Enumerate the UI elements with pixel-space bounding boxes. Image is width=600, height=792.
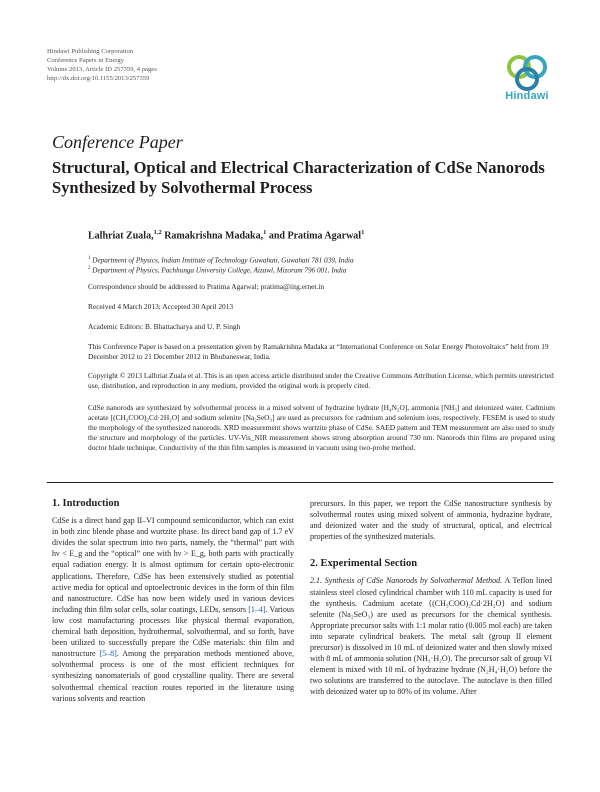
author-list	[88, 229, 364, 241]
paper-title: Structural, Optical and Electrical Characterization of CdSe Nanorods Synthesized by Solvothermal Process	[52, 158, 545, 197]
intro-text-part: CdSe is a direct band gap II–VI compound semiconductor, which can exist in both zinc blende phase and wurtzite phase. Its direct band gap of 1.7 eV divides the solar spectrum into two parts, namely, the “thermal” part with hν < E_g and the “optical” one with hν > E_g, both parts with practically equal radiation energy. It is almost optimum for certain opto-electronic applications. Therefore, CdSe has been extensively studied as potential active media for optical and optoelectronic devices in the form of thin film and nanostructure. CdSe has now been widely used in various devices including thin film solar cells, solar coatings, LEDs, sensors	[52, 516, 294, 614]
affiliation-number: 2	[88, 266, 91, 271]
publication-info	[47, 47, 157, 83]
author-name: and Pratima Agarwal	[266, 230, 362, 242]
left-column	[52, 498, 294, 704]
section-heading-experimental: 2. Experimental Section	[310, 558, 418, 570]
publisher-name: Hindawi Publishing Corporation	[47, 48, 134, 55]
author-affiliation-mark: 1	[361, 229, 365, 236]
author-name: Ramakrishna Madaka,	[161, 230, 264, 242]
affiliation-text: Department of Physics, Pachhunga University College, Aizawl, Mizoram 796 001, India	[92, 266, 347, 275]
affiliation-text: Department of Physics, Indian Institute of Technology Guwahati, Guwahati 781 039, India	[92, 256, 354, 265]
citation-link[interactable]: [5–8]	[99, 649, 117, 659]
citation-link[interactable]: [1–4]	[248, 604, 266, 614]
subsection-heading: 2.1. Synthesis of CdSe Nanorods by Solvothermal Method.	[310, 576, 503, 586]
intro-text-part: . Among the preparation methods mentioned above, solvothermal process is one of the most efficient techniques for synthesizing nanomaterials of good crystalline quality. There are several solvothermal chemical reaction routes reported in the literature using various solvents and reaction	[52, 649, 294, 703]
received-dates: Received 4 March 2013; Accepted 30 April 2013	[88, 302, 234, 311]
affiliation-number: 1	[88, 256, 91, 261]
presentation-note: This Conference Paper is based on a presentation given by Ramakrishna Madaka at “International Conference on Solar Energy Photovoltaics” held from 19 December 2012 to 21 December 2012 in Bhubaneswar, India.	[88, 342, 549, 361]
correspondence: Correspondence should be addressed to Pratima Agarwal; pratima@iitg.ernet.in	[88, 282, 325, 291]
hindawi-logo-text: Hindawi	[505, 90, 549, 102]
right-column	[310, 498, 552, 698]
experimental-text: A Teflon lined stainless steel closed cylindrical chamber with 110 mL capacity is used for the synthesis. Cadmium acetate {(CH₃COO)₂Cd·2H₂O} and sodium selenite (Na₂SeO₃) are used as precursors for the chemical synthesis. Appropriate precursor salts with 1:1 molar ratio (0.005 mol each) are taken into separate cylindrical beakers. The metal salt (group II element precursor) is dissolved in 10 mL of deionized water and then slowly mixed with 8 mL of ammonia solution (NH₃·H₂O). The precursor salt of group VI element is mixed with 10 mL of hydrazine hydrate (N₂H₄·H₂O) before the two solutions are transferred to the autoclave. The autoclave is then filled with deionized water up to 80% of its volume. After	[310, 576, 553, 697]
paper-type: Conference Paper	[52, 132, 183, 152]
section-heading-introduction: 1. Introduction	[52, 498, 120, 509]
author-name: Lalhriat Zuala,	[88, 230, 154, 242]
intro-paragraph	[52, 515, 294, 704]
abstract-text: CdSe nanorods are synthesized by solvothermal process in a mixed solvent of hydrazine hydrate [H₄N₂O], ammonia [NH₃] and deionized water. Cadmium acetate [(CH₃COO)₂Cd·2H₂O] and sodium selenite [Na₂SeO₃] are used as precursors for cadmium and selenium ions, respectively. FESEM is used to study the morphology of the synthesized nanorods. XRD measurement shows wurtzite phase of CdSe. SAED pattern and TEM measurement are also used to study the structure and morphology of the particles. UV-Vis_NIR measurement shows strong absorption around 730 nm. Nanorods thin films are prepared using doctor blade technique. Conductivity of the thin film samples is measured in vacuum using two-probe method.	[88, 403, 555, 452]
volume-info: Volume 2013, Article ID 257359, 4 pages	[47, 66, 157, 73]
experimental-paragraph	[310, 575, 552, 697]
copyright-notice: Copyright © 2013 Lalhriat Zuala et al. This is an open access article distributed under the Creative Commons Attribution License, which permits unrestricted use, distribution, and reproduction in any medium, provided the original work is properly cited.	[88, 371, 554, 390]
journal-name: Conference Papers in Energy	[47, 57, 124, 64]
author-affiliation-mark: 1,2	[153, 229, 162, 236]
intro-continuation: precursors. In this paper, we report the CdSe nanostructure synthesis by solvothermal routes using mixed solvent of ammonia, hydrazine hydrate, and deionized water and the study of structural, optical, and electrical properties of the synthesized materials.	[310, 499, 552, 542]
section-divider	[47, 482, 553, 483]
doi-link[interactable]: http://dx.doi.org/10.1155/2013/257359	[47, 75, 150, 82]
academic-editors: Academic Editors: B. Bhattacharya and U. P. Singh	[88, 322, 241, 331]
affiliation-2	[88, 264, 558, 275]
author-affiliation-mark: 1	[263, 229, 267, 236]
intro-text-part: . Various low cost manufacturing processes like physical thermal evaporation, chemical bath deposition, hydrothermal, solvothermal, and so forth, have been utilized to successfully prepare the CdSe materials: thin film and nanostructure	[52, 604, 295, 659]
